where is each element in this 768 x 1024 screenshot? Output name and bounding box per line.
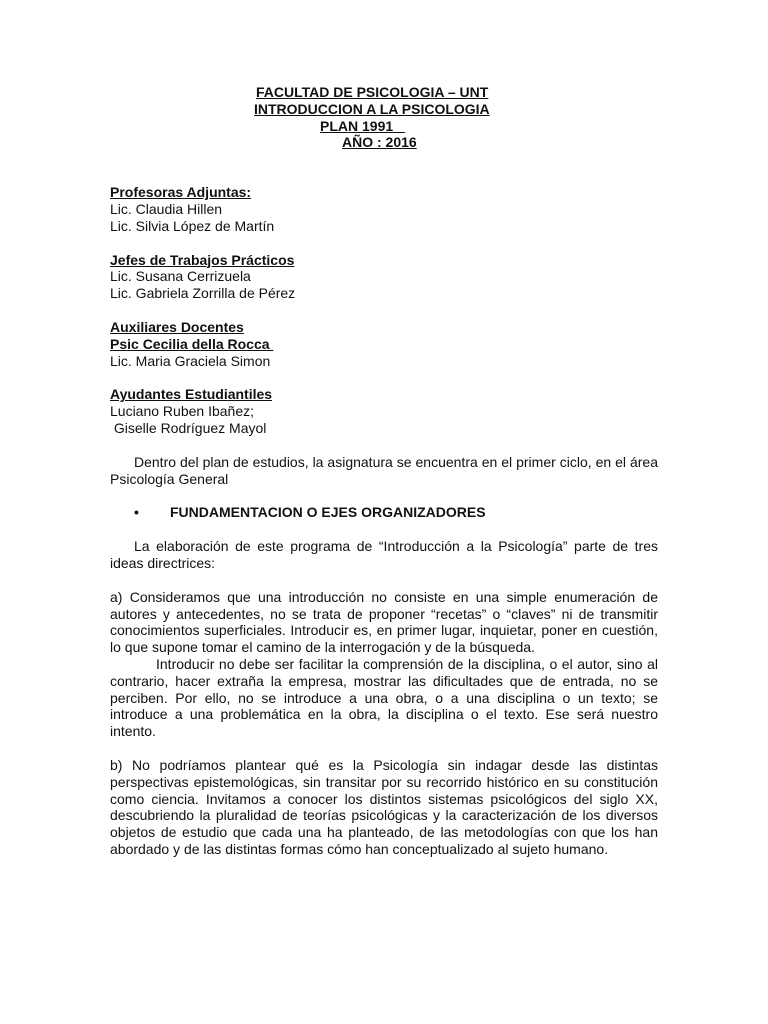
header-year: AÑO : 2016	[342, 134, 417, 151]
section-title: Profesoras Adjuntas:	[110, 184, 252, 201]
section-title: Ayudantes Estudiantiles	[110, 386, 273, 403]
header-course: INTRODUCCION A LA PSICOLOGIA	[254, 100, 490, 117]
document-header	[110, 84, 658, 151]
bullet-heading	[110, 504, 658, 521]
body-paragraph: Introducir no debe ser facilitar la comprensión de la disciplina, o el autor, sino al contrario, hacer extraña la empresa, mostrar las dificultades que de entrada, no se perciben. Por ello, no se introduce a una obra, o a una disciplina o un texto; se introduce a una problemática en la obra, la disciplina o el texto. Ese será nuestro intento.	[110, 655, 658, 740]
section-title: Auxiliares Docentes	[110, 318, 244, 335]
staff-auxiliares	[110, 319, 658, 369]
staff-member: Giselle Rodríguez Mayol	[110, 419, 267, 436]
staff-member: Lic. Claudia Hillen	[110, 200, 223, 217]
bullet-heading-text: FUNDAMENTACION O EJES ORGANIZADORES	[170, 504, 486, 521]
staff-ayudantes	[110, 386, 658, 436]
staff-member: Lic. Susana Cerrizuela	[110, 268, 251, 285]
section-title: Jefes de Trabajos Prácticos	[110, 251, 295, 268]
intro-paragraph: Dentro del plan de estudios, la asignatura se encuentra en el primer ciclo, en el área Psicología General	[110, 453, 658, 487]
staff-member: Lic. Maria Graciela Simon	[110, 352, 271, 369]
section-subtitle: Psic Cecilia della Rocca	[110, 335, 274, 352]
staff-adjuntas	[110, 184, 658, 234]
bullet-icon: •	[134, 504, 139, 521]
header-faculty: FACULTAD DE PSICOLOGIA – UNT	[256, 84, 489, 100]
staff-jefes	[110, 252, 658, 302]
staff-member: Luciano Ruben Ibañez;	[110, 403, 254, 420]
body-paragraph: a) Consideramos que una introducción no consiste en una simple enumeración de autores y antecedentes, no se trata de proponer “recetas” o “claves” ni de transmitir conocimientos superficiales. Introducir es, en primer lugar, inquietar, poner en cuestión, lo que supone tomar el camino de la interrogación y de la búsqueda.	[110, 588, 658, 656]
body-paragraph: La elaboración de este programa de “Introducción a la Psicología” parte de tres ideas directrices:	[110, 538, 658, 571]
staff-member: Lic. Gabriela Zorrilla de Pérez	[110, 285, 296, 302]
staff-member: Lic. Silvia López de Martín	[110, 217, 275, 234]
header-plan: PLAN 1991	[320, 117, 405, 134]
body-paragraph: b) No podríamos plantear qué es la Psicología sin indagar desde las distintas perspectivas epistemológicas, sin transitar por su recorrido histórico en su constitución como ciencia. Invitamos a conocer los distintos sistemas psicológicos del siglo XX, descubriendo la pluralidad de teorías psicológicas y la caracterización de los diversos objetos de estudio que cada una ha planteado, de las metodologías con que los han abordado y de las distintas formas cómo han conceptualizado al sujeto humano.	[110, 756, 658, 857]
